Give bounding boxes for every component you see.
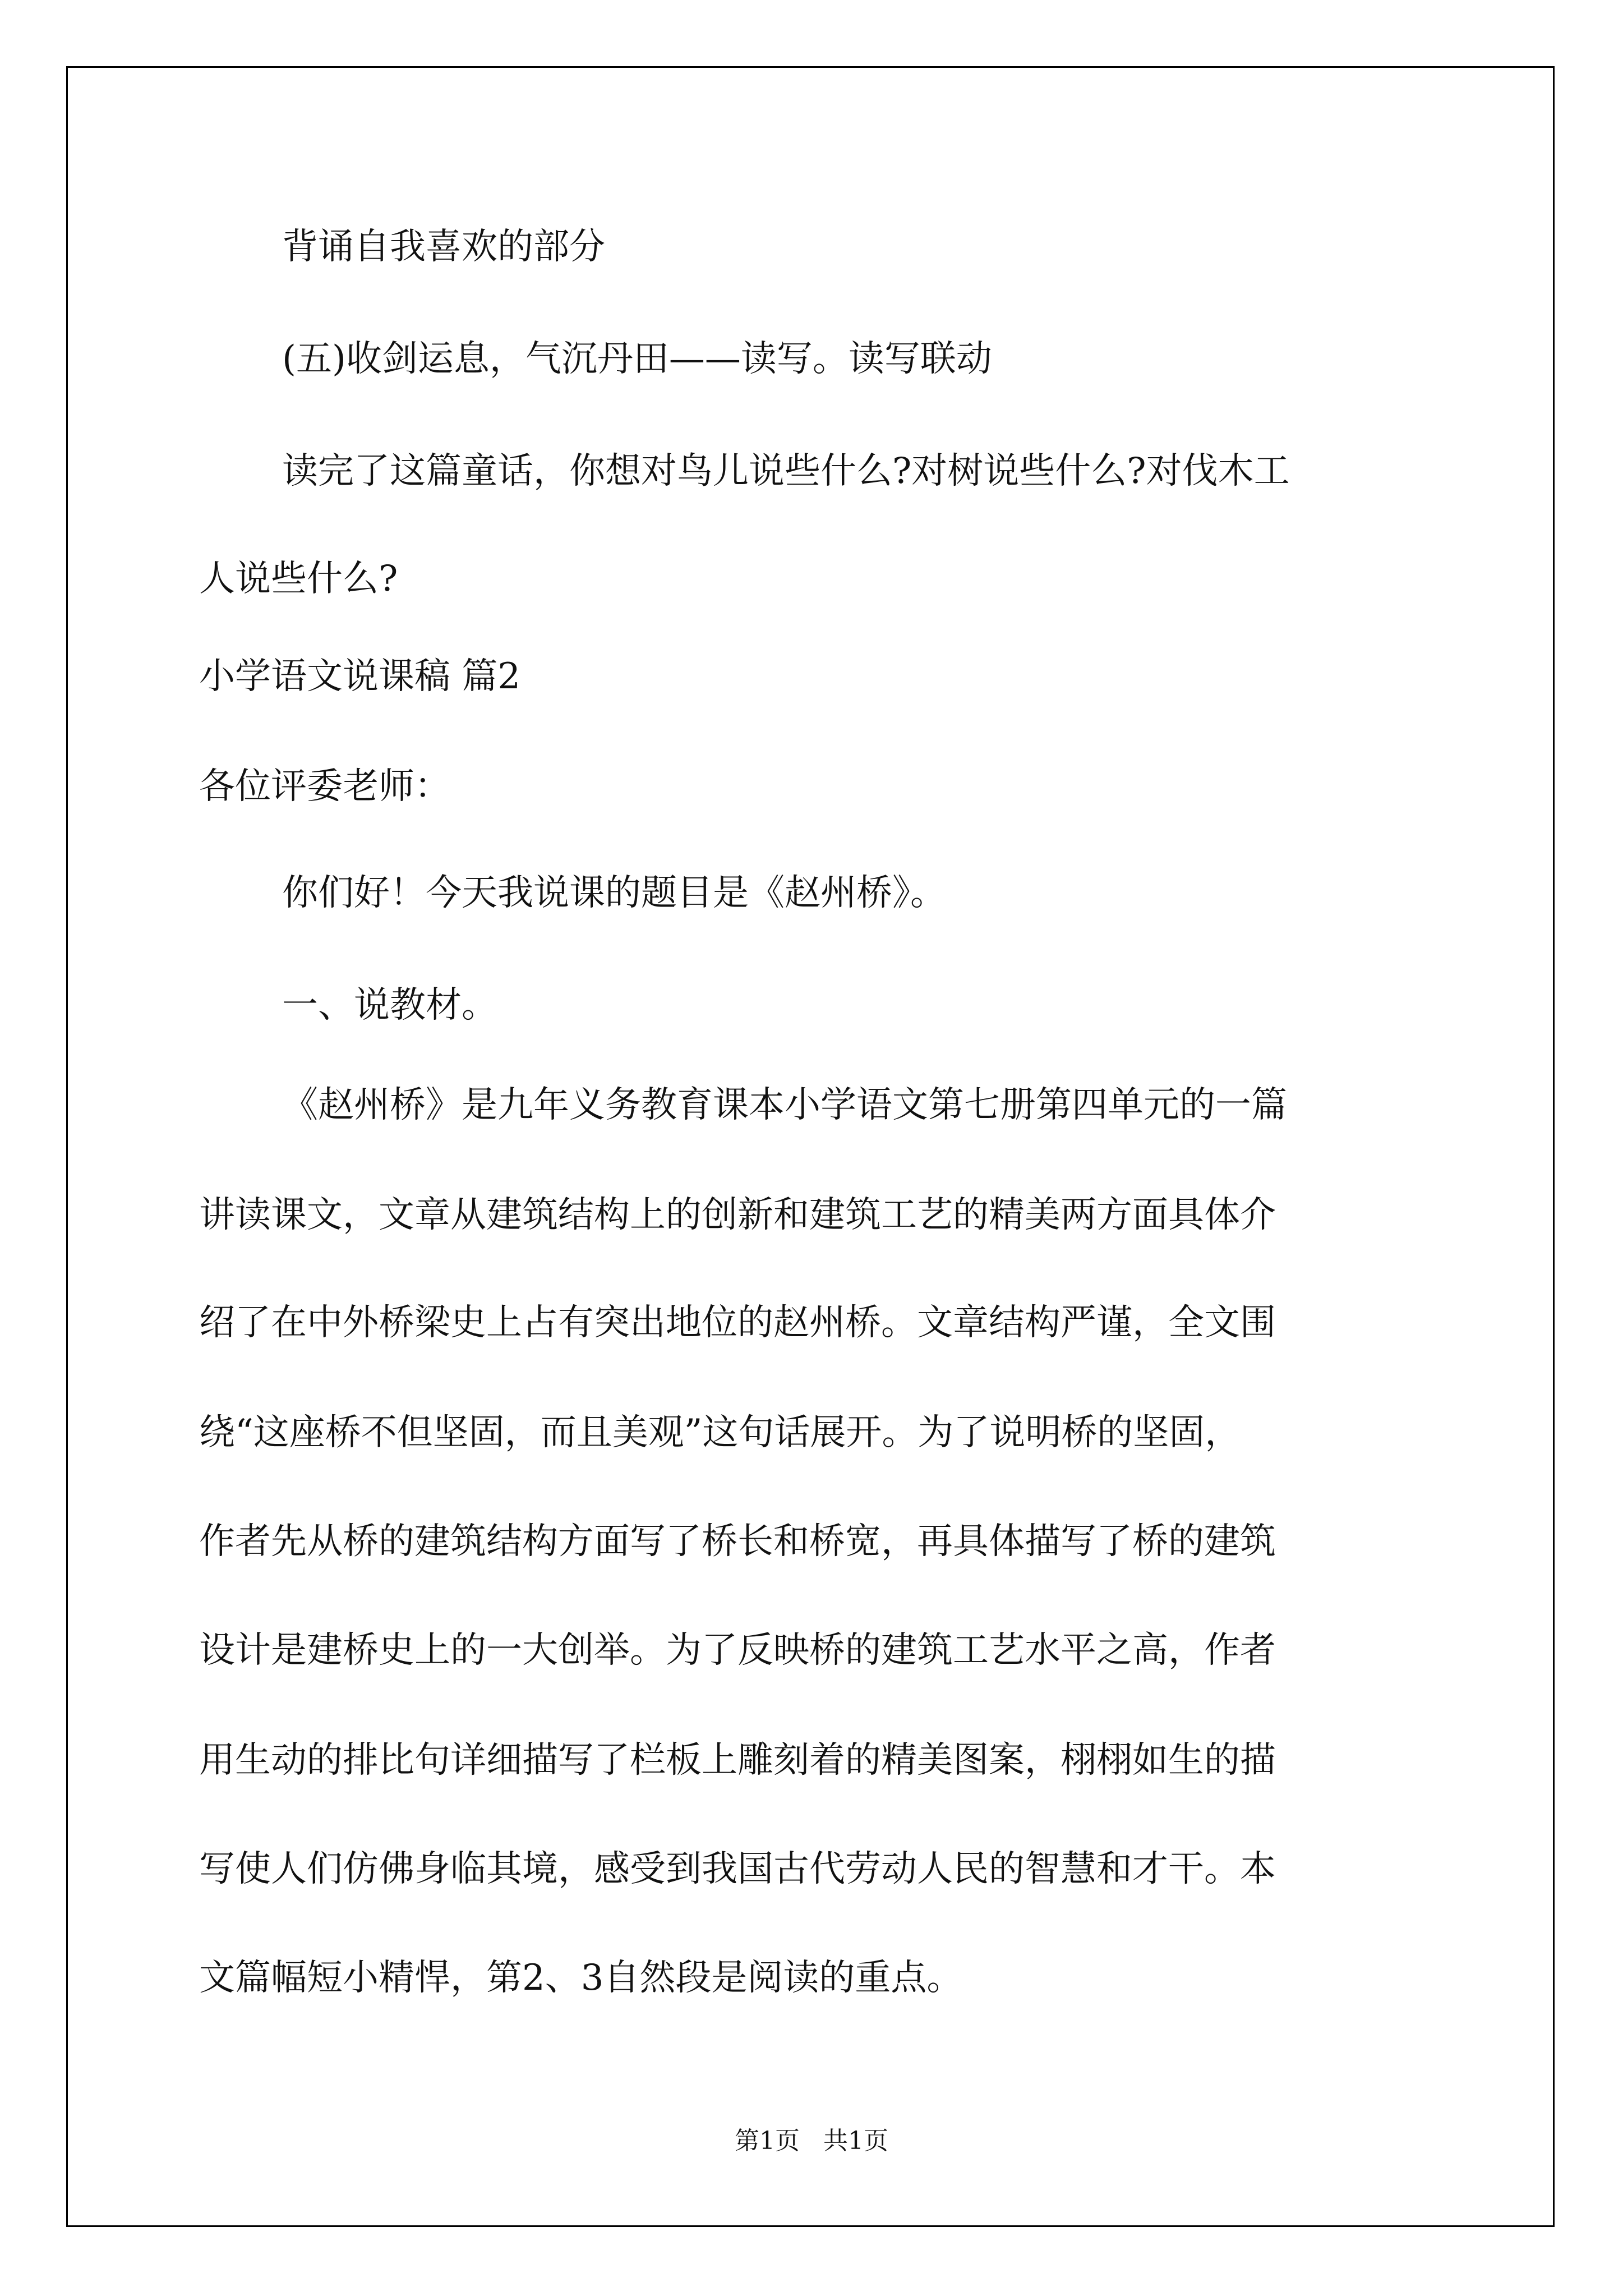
text-line: 背诵自我喜欢的部分 (282, 226, 605, 268)
text-line: 人说些什么? (199, 558, 398, 600)
page-footer (0, 2120, 1623, 2156)
text-line: (五)收剑运息，气沉丹田——读写。读写联动 (282, 338, 992, 380)
text-line: 设计是建桥史上的一大创举。为了反映桥的建筑工艺水平之高，作者 (199, 1630, 1276, 1671)
text-line: 文篇幅短小精悍，第2、3自然段是阅读的重点。 (199, 1957, 963, 1999)
text-line: 写使人们仿佛身临其境，感受到我国古代劳动人民的智慧和才干。本 (199, 1848, 1276, 1890)
text-line: 绍了在中外桥梁史上占有突出地位的赵州桥。文章结构严谨，全文围 (199, 1302, 1276, 1343)
text-line: 用生动的排比句详细描写了栏板上雕刻着的精美图案，栩栩如生的描 (199, 1740, 1276, 1781)
text-line: 读完了这篇童话，你想对鸟儿说些什么?对树说些什么?对伐木工 (282, 450, 1290, 492)
text-line: 讲读课文，文章从建筑结构上的创新和建筑工艺的精美两方面具体介 (199, 1194, 1276, 1236)
section-heading: 小学语文说课稿 篇2 (199, 656, 521, 697)
text-line: 《赵州桥》是九年义务教育课本小学语文第七册第四单元的一篇 (282, 1084, 1287, 1126)
page-number: 第1页 (735, 2127, 800, 2155)
text-line: 各位评委老师： (199, 766, 450, 807)
text-line: 你们好！今天我说课的题目是《赵州桥》。 (282, 872, 946, 914)
page-total: 共1页 (823, 2127, 888, 2155)
page-border (66, 66, 1555, 2227)
text-line: 作者先从桥的建筑结构方面写了桥长和桥宽，再具体描写了桥的建筑 (199, 1521, 1276, 1562)
text-line: 绕“这座桥不但坚固，而且美观”这句话展开。为了说明桥的坚固， (199, 1412, 1241, 1453)
text-line: 一、说教材。 (282, 984, 497, 1026)
